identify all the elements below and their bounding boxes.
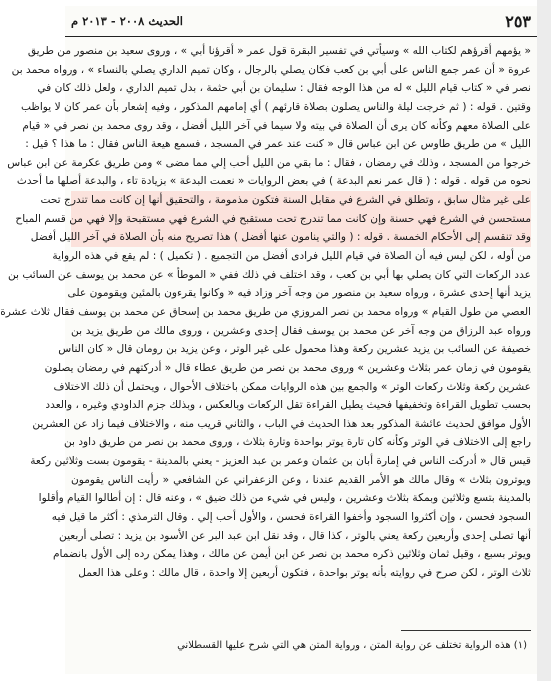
text-line: نحوه من قوله . قوله : ( قال عمر نعم البدعة ) في بعض الروايات « نعمت البدعة » بزيادة تاء ، والبدعة أصلها ما أحدث <box>16 175 531 188</box>
text-line: السجود فحسن ، وإن أكثروا السجود وأخفوا القراءة فحسن ، والأول أحب إلي . وقال الترمذي : أكثر ما قيل فيه <box>51 511 531 524</box>
page-header <box>65 8 537 34</box>
text-line: ويوترون بثلاث » وقال مالك هو الأمر القديم عندنا ، وعن الزعفراني عن الشافعي « رأيت الناس يقومون <box>71 473 531 486</box>
text-line: من أوله ، لكن ليس فيه أن الصلاة في قيام الليل فرادى أفضل من التجميع . ( تكميل ) : لم يقع في هذه الرواية <box>52 250 531 263</box>
text-line: أنها تصلى إحدى وأربعين ركعة يعني بالوتر ، كذا قال ، وقد نقل ابن عبد البر عن الأسود بن يزيد : تصلى أربعين <box>59 529 531 542</box>
text-line: وقتين . قوله : ( ثم خرجت ليلة والناس يصلون بصلاة قارئهم ) أي إمامهم المذكور ، وفيه إشعار بأن عمر كان لا يواظب <box>21 100 531 113</box>
text-line: قيس قال « أدركت الناس في إمارة أبان بن عثمان وعمر بن عبد العزيز - يعني بالمدينة - يقومون بست وثلاثين ركعة <box>30 455 531 468</box>
text-line: ويوتر بسبع ، وقيل ثمان وثلاثين ذكره محمد بن نصر عن ابن أيمن عن مالك ، وهذا يمكن رده إلى الأول بانضمام <box>52 548 531 561</box>
text-line: خرجوا من المسجد ، وذلك في رمضان ، فقال : ما بقي من الليل أحب إلي مما مضى » ومن طريق عكرمة عن ابن عباس <box>7 156 531 169</box>
text-line: عشرين ركعة وثلاث ركعات الوتر » والجمع بين هذه الروايات ممكن باختلاف الأحوال ، ويحتمل أن ذلك الاختلاف <box>53 380 531 393</box>
text-line: راجع إلى الاختلاف في الوتر وكأنه كان تارة يوتر بواحدة وتارة بثلاث ، وروى محمد بن نصر من طريق داود بن <box>63 436 531 449</box>
text-line: عدد الركعات التي كان يصلي بها أبي بن كعب ، وقد اختلف في ذلك ففي « الموطأ » عن محمد بن يوسف عن السائب بن <box>7 268 531 281</box>
document-page <box>0 6 537 674</box>
page-number: ٢٥٣ <box>505 11 531 31</box>
text-line: ورواه عبد الرزاق من وجه آخر عن محمد بن يوسف فقال إحدى وعشرين ، وروى مالك من طريق يزيد بن <box>71 324 531 337</box>
text-line: على غير مثال سابق ، وتطلق في الشرع في مقابل السنة فتكون مذمومة ، والتحقيق أنها إن كانت مما تندرج تحت <box>71 191 531 210</box>
text-line: « يؤمهم أقرؤهم لكتاب الله » وسيأتي في تفسير البقرة قول عمر « أقرؤنا أبي » ، وروى سعيد بن منصور من طريق <box>27 45 531 57</box>
footnote: (١) هذه الرواية تختلف عن رواية المتن ، ورواية المتن هي التي شرح عليها القسطلاني <box>177 640 527 651</box>
text-line: ثلاث الوتر ، لكن صرح في روايته بأنه يوتر بواحدة ، فتكون أربعين إلا واحدة ، قال مالك : وعلى هذا العمل <box>78 566 531 579</box>
header-rule <box>65 36 537 37</box>
text-line: خصيفة عن السائب بن يزيد عشرين ركعة وهذا محمول على غير الوتر ، وعن يزيد بن رومان قال « كان الناس <box>58 343 531 356</box>
text-line: بالمدينة بتسع وثلاثين وبمكة بثلاث وعشرين ، وليس في شيء من ذلك ضيق » ، وعنه قال : إن أطالوا القيام وأقلوا <box>38 492 531 505</box>
text-line: العصي من طول القيام » ورواه محمد بن نصر المروزي من طريق محمد بن إسحاق عن محمد بن يوسف فقال ثلاث عشرة <box>0 305 531 318</box>
text-line: عروة « أن عمر جمع الناس على أبي بن كعب فكان يصلي بالرجال ، وكان تميم الداري يصلي بالنساء » ، ورواه محمد بن <box>11 63 531 76</box>
text-line: وقد تنقسم إلى الأحكام الخمسة . قوله : ( والتي ينامون عنها أفضل ) هذا تصريح منه بأن الصلاة في آخر الليل أفضل <box>71 228 531 247</box>
text-line: مستحسن في الشرع فهي حسنة وإن كانت مما تندرج تحت مستقبح في الشرع فهي مستقبحة وإلا فهي من قسم المباح <box>71 210 531 229</box>
text-line: يقومون في زمان عمر بثلاث وعشرين » وروى محمد بن نصر من طريق عطاء قال « أدركتهم في رمضان يصلون <box>44 361 531 374</box>
text-line: على الصلاة معهم وكأنه كان يرى أن الصلاة في بيته ولا سيما في آخر الليل أفضل ، وقد روى محمد بن نصر في « قيام <box>22 119 531 132</box>
text-line: بحسب تطويل القراءة وتخفيفها فحيث يطيل القراءة تقل الركعات وبالعكس ، وبذلك جزم الداودي وغيره ، والعدد <box>45 399 531 412</box>
right-gutter <box>537 0 551 681</box>
text-line: نصر في « كتاب قيام الليل » له من هذا الوجه فقال : سليمان بن أبي حثمة ، بدل تميم الداري ، ولعل ذلك كان في <box>37 82 531 95</box>
text-line: يزيد أنها إحدى عشرة ، ورواه سعيد بن منصور من وجه آخر وزاد فيه « وكانوا يقرءون بالمئين ويقومون على <box>67 287 531 300</box>
text-line: الأول موافق لحديث عائشة المذكور بعد هذا الحديث في الباب ، والثاني قريب منه ، والاختلاف فيما زاد عن العشرين <box>32 417 531 430</box>
body-text <box>0 42 537 583</box>
footnote-rule <box>401 630 531 631</box>
text-line: الليل » من طريق طاوس عن ابن عباس قال « كنت عند عمر في المسجد ، فسمع هيعة الناس فقال : ما هذا ؟ قيل : <box>25 138 531 151</box>
journal-title: الحديث ٢٠٠٨ - ٢٠١٣ م <box>71 14 183 28</box>
